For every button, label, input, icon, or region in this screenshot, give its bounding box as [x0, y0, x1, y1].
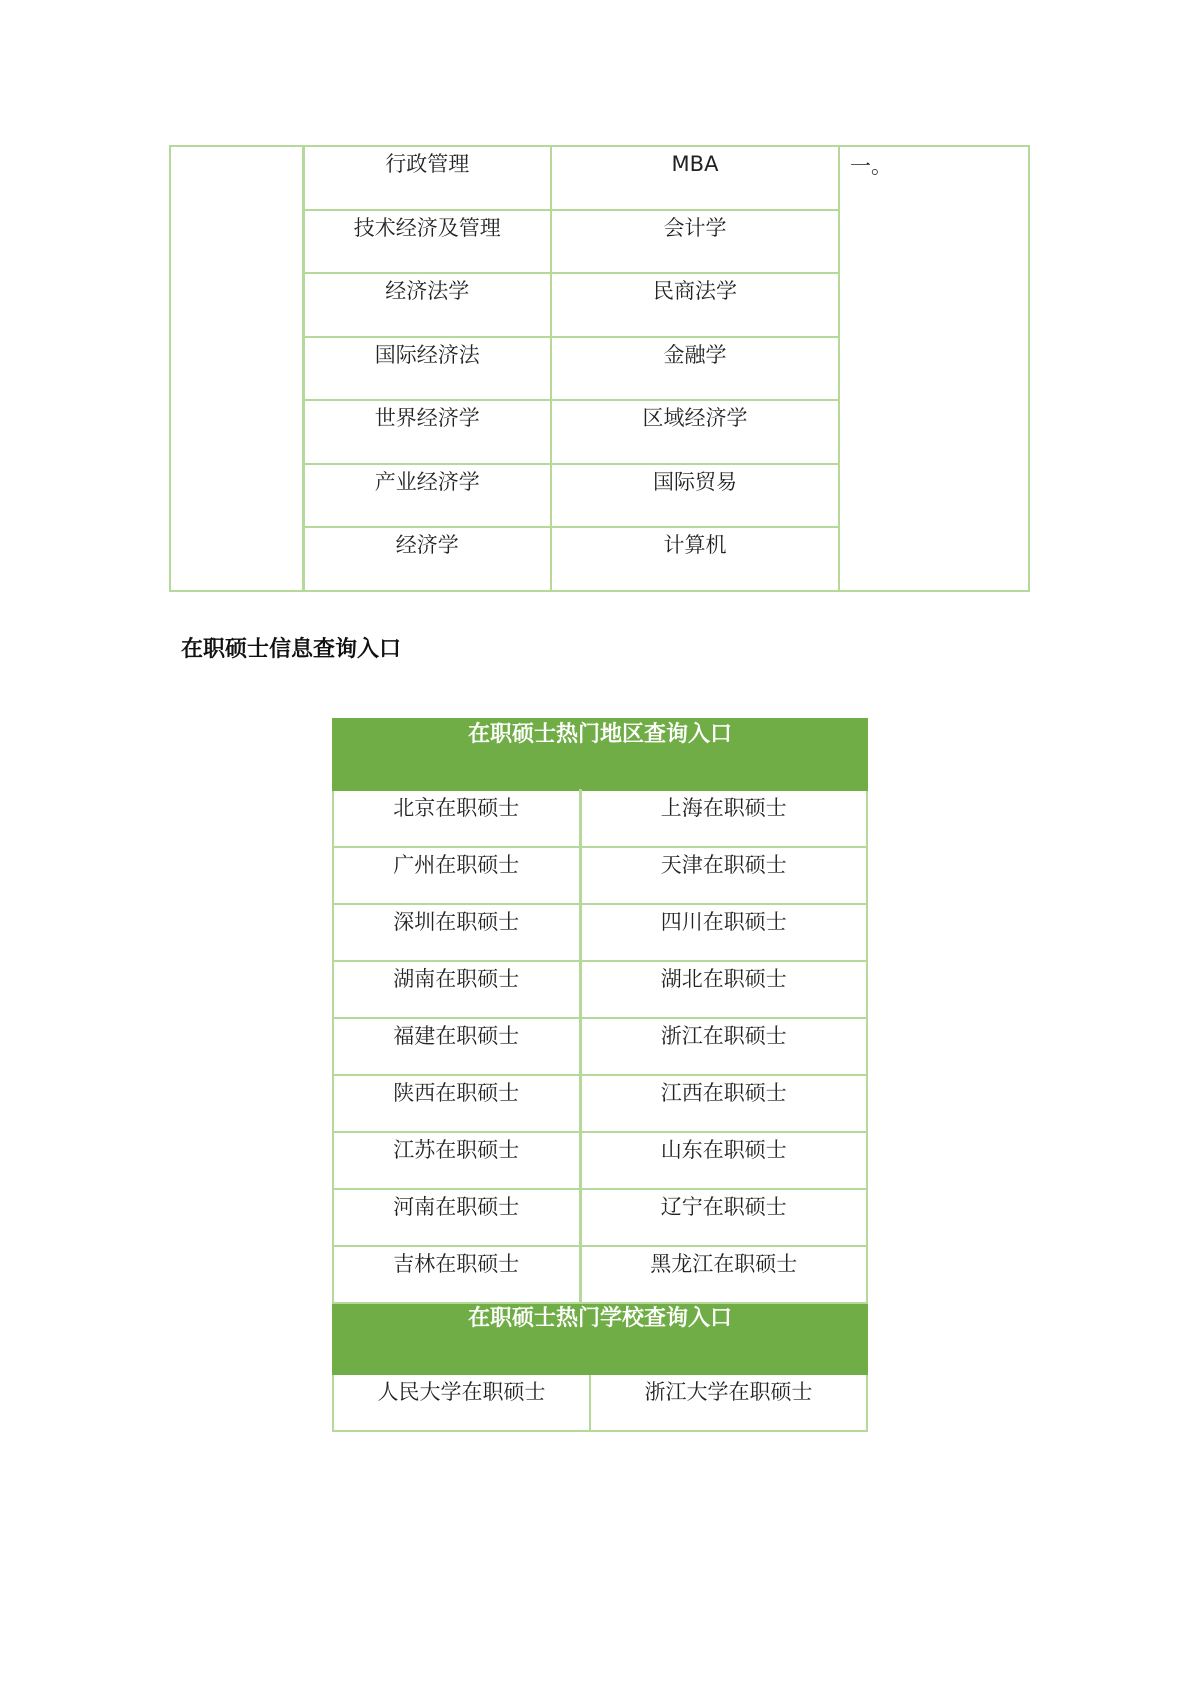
major-cell: 国际贸易 — [551, 464, 839, 528]
table-row — [333, 1246, 867, 1303]
blank-cell — [170, 146, 303, 591]
major-cell: 区域经济学 — [551, 400, 839, 464]
section-heading: 在职硕士信息查询入口 — [181, 637, 402, 662]
major-cell: 行政管理 — [303, 146, 551, 210]
region-link[interactable]: 辽宁在职硕士 — [580, 1189, 867, 1246]
major-cell: 世界经济学 — [303, 400, 551, 464]
region-link[interactable]: 河南在职硕士 — [333, 1189, 580, 1246]
major-cell: 产业经济学 — [303, 464, 551, 528]
major-cell: MBA — [551, 146, 839, 210]
region-link[interactable]: 浙江在职硕士 — [580, 1018, 867, 1075]
major-cell: 金融学 — [551, 337, 839, 401]
major-cell: 技术经济及管理 — [303, 210, 551, 274]
major-cell: 民商法学 — [551, 273, 839, 337]
major-cell: 经济法学 — [303, 273, 551, 337]
region-link[interactable]: 黑龙江在职硕士 — [580, 1246, 867, 1303]
major-cell: 计算机 — [551, 527, 839, 591]
table-row — [170, 146, 1029, 210]
region-link[interactable]: 福建在职硕士 — [333, 1018, 580, 1075]
region-link[interactable]: 湖北在职硕士 — [580, 961, 867, 1018]
major-cell: 会计学 — [551, 210, 839, 274]
region-table-header: 在职硕士热门地区查询入口 — [333, 719, 867, 790]
table-row — [333, 1075, 867, 1132]
region-link[interactable]: 江西在职硕士 — [580, 1075, 867, 1132]
table-row — [333, 1018, 867, 1075]
majors-table — [169, 145, 1030, 592]
region-link[interactable]: 湖南在职硕士 — [333, 961, 580, 1018]
table-header-row — [333, 1303, 867, 1374]
table-header-row — [333, 719, 867, 790]
region-link[interactable]: 江苏在职硕士 — [333, 1132, 580, 1189]
region-link[interactable]: 四川在职硕士 — [580, 904, 867, 961]
major-cell: 国际经济法 — [303, 337, 551, 401]
region-link[interactable]: 山东在职硕士 — [580, 1132, 867, 1189]
region-link[interactable]: 北京在职硕士 — [333, 790, 580, 847]
region-link[interactable]: 上海在职硕士 — [580, 790, 867, 847]
table-row — [333, 1132, 867, 1189]
region-link[interactable]: 吉林在职硕士 — [333, 1246, 580, 1303]
school-link[interactable]: 人民大学在职硕士 — [333, 1374, 590, 1431]
table-row — [333, 904, 867, 961]
region-link[interactable]: 陕西在职硕士 — [333, 1075, 580, 1132]
school-link[interactable]: 浙江大学在职硕士 — [590, 1374, 867, 1431]
region-query-table — [332, 718, 868, 1432]
region-link[interactable]: 深圳在职硕士 — [333, 904, 580, 961]
table-row — [333, 790, 867, 847]
table-row — [333, 1374, 867, 1431]
major-cell: 经济学 — [303, 527, 551, 591]
table-row — [333, 1189, 867, 1246]
table-row — [333, 847, 867, 904]
school-table-header: 在职硕士热门学校查询入口 — [333, 1303, 867, 1374]
table-row — [333, 961, 867, 1018]
note-cell: 一。 — [839, 146, 1029, 591]
region-link[interactable]: 天津在职硕士 — [580, 847, 867, 904]
region-link[interactable]: 广州在职硕士 — [333, 847, 580, 904]
